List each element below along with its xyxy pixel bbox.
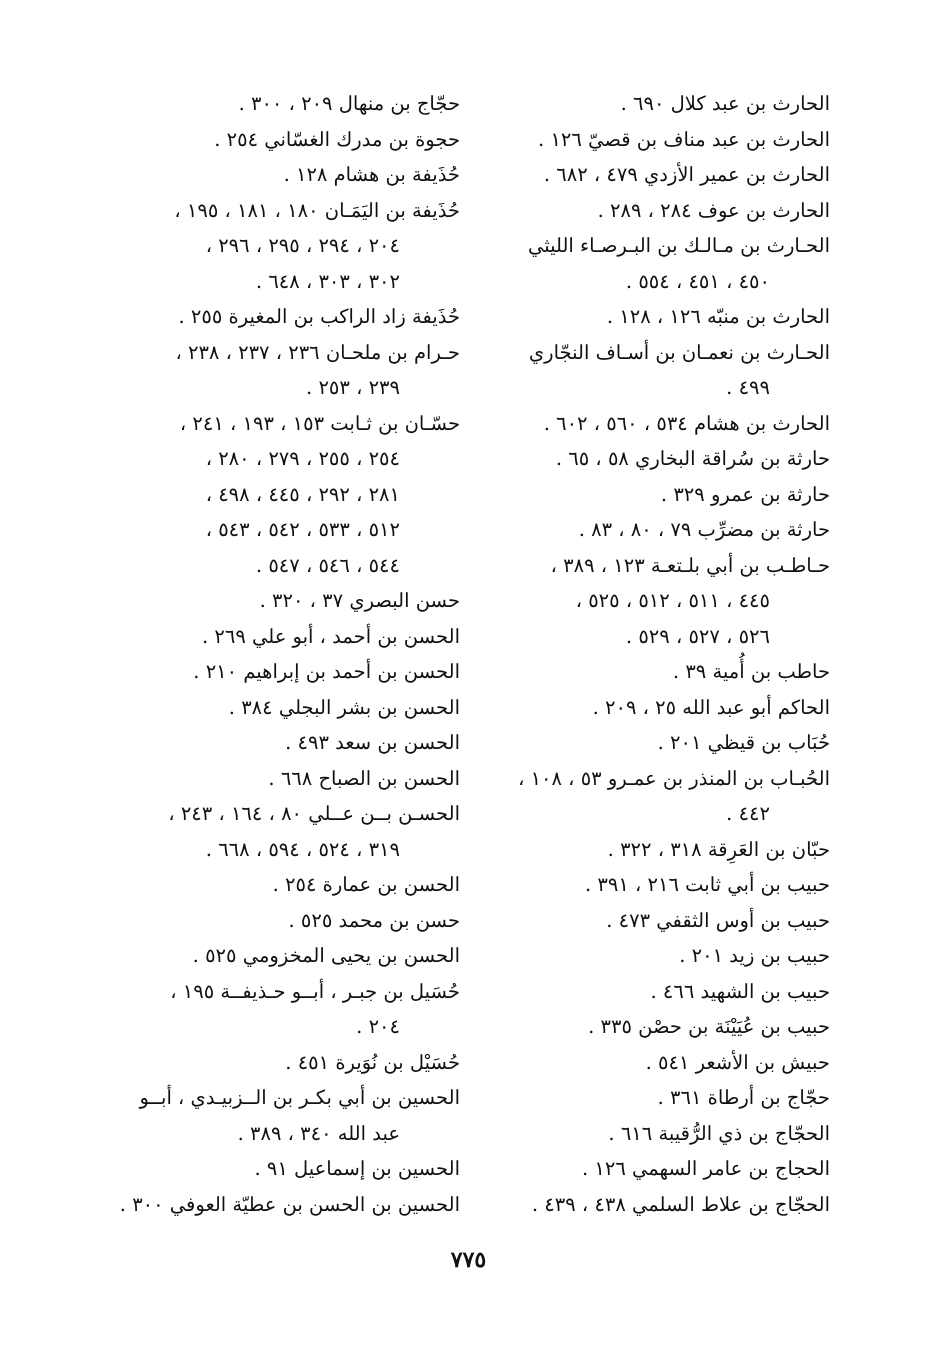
index-entry: الحـارث بن مـالـك بن البـرصـاء الليثي	[527, 234, 830, 257]
index-entry: حبّان بن العَرِقة ٣١٨ ، ٣٢٢ .	[607, 837, 830, 861]
index-entry: الحسين بن أبي بكـر بن الــزبيـدي ، أبــو	[139, 1086, 460, 1109]
index-entry: حبيب بن زيد ٢٠١ .	[679, 944, 830, 967]
index-entry: ٢٥٤ ، ٢٥٥ ، ٢٧٩ ، ٢٨٠ ،	[205, 447, 400, 470]
index-entry: حبيب بن أبي ثابت ٢١٦ ، ٣٩١ .	[584, 873, 830, 896]
index-entry: حسن بن محمد ٥٢٥ .	[288, 908, 460, 932]
index-column-left	[119, 86, 460, 1222]
index-entry: الحسن بن بشر البجلي ٣٨٤ .	[228, 695, 460, 719]
index-entry: ٢٠٤ ، ٢٩٤ ، ٢٩٥ ، ٢٩٦ ،	[205, 234, 400, 257]
index-entry: الحسن بن الصباح ٦٦٨ .	[268, 766, 460, 790]
index-entry: حجوة بن مدرك الغسّاني ٢٥٤ .	[214, 127, 460, 151]
page-number: ٧٧٥	[450, 1247, 487, 1273]
index-entry: الحجّاج بن ذي الرُّقيبة ٦١٦ .	[608, 1121, 830, 1145]
index-entry: ٣١٩ ، ٥٢٤ ، ٥٩٤ ، ٦٦٨ .	[205, 837, 400, 861]
index-entry: الحارث بن هشام ٥٣٤ ، ٥٦٠ ، ٦٠٢ .	[543, 411, 830, 435]
index-entry: حسن البصري ٣٧ ، ٣٢٠ .	[259, 589, 460, 612]
index-entry: حـرام بن ملحـان ٢٣٦ ، ٢٣٧ ، ٢٣٨ ،	[175, 340, 460, 364]
index-entry: الحُبـاب بن المنذر بن عمـرو ٥٣ ، ١٠٨ ،	[518, 766, 830, 790]
index-entry: حُسَيل بن جبـر ، أبــو حـذيفــة ١٩٥ ،	[170, 979, 460, 1003]
index-entry: الحارث بن عبد كلال ٦٩٠ .	[620, 92, 830, 115]
index-entry: حُسَيْل بن نُوَيرة ٤٥١ .	[285, 1050, 460, 1074]
index-entry: حارثة بن مضرِّب ٧٩ ، ٨٠ ، ٨٣ .	[578, 518, 830, 541]
index-entry: الحسن بن يحيى المخزومي ٥٢٥ .	[192, 944, 460, 967]
index-entry: الحارث بن عوف ٢٨٤ ، ٢٨٩ .	[597, 198, 830, 222]
index-column-right	[505, 86, 830, 1222]
index-entry: حبيب بن الشهيد ٤٦٦ .	[650, 979, 830, 1003]
index-entry: ٤٤٥ ، ٥١١ ، ٥١٢ ، ٥٢٥ ،	[575, 589, 770, 612]
index-entry: ٣٠٢ ، ٣٠٣ ، ٦٤٨ .	[255, 269, 400, 293]
index-entry: حاطب بن أُمية ٣٩ .	[672, 660, 830, 683]
index-entry: ٤٤٢ .	[726, 802, 770, 825]
index-entry: الحسن بن أحمد بن إبراهيم ٢١٠ .	[193, 660, 460, 683]
index-entry: ٤٥٠ ، ٤٥١ ، ٥٥٤ .	[625, 269, 770, 293]
index-entry: ٥٢٦ ، ٥٢٧ ، ٥٢٩ .	[625, 624, 770, 648]
index-entry: حسّـان بن ثـابت ١٥٣ ، ١٩٣ ، ٢٤١ ،	[179, 411, 460, 435]
index-entry: ٢٣٩ ، ٢٥٣ .	[306, 376, 400, 399]
index-entry: حُبَاب بن قيظي ٢٠١ .	[657, 731, 830, 754]
index-entry: ٥١٢ ، ٥٣٣ ، ٥٤٢ ، ٥٤٣ ،	[205, 518, 400, 541]
index-entry: حارثة بن عمرو ٣٢٩ .	[660, 482, 830, 506]
index-entry: الحسـن بــن عــلي ٨٠ ، ١٦٤ ، ٢٤٣ ،	[168, 802, 460, 825]
index-entry: الحجاج بن عامر السهمي ١٢٦ .	[581, 1157, 830, 1180]
index-entry: حبيش بن الأشعر ٥٤١ .	[645, 1050, 830, 1074]
index-entry: الحسين بن إسماعيل ٩١ .	[254, 1157, 460, 1180]
index-entry: الحـارث بن نعمـان بن أسـاف النجّاري	[528, 340, 830, 364]
index-entry: الحارث بن عبد مناف بن قصيّ ١٢٦ .	[538, 127, 830, 151]
index-entry: ٢٠٤ .	[356, 1015, 400, 1038]
index-entry: الحجّاج بن علاط السلمي ٤٣٨ ، ٤٣٩ .	[531, 1192, 830, 1216]
index-entry: الحسن بن عمارة ٢٥٤ .	[272, 873, 460, 896]
index-entry: عبد الله ٣٤٠ ، ٣٨٩ .	[237, 1121, 400, 1145]
index-entry: ٥٤٤ ، ٥٤٦ ، ٥٤٧ .	[255, 553, 400, 577]
index-entry: الحسن بن سعد ٤٩٣ .	[285, 731, 460, 754]
index-entry: ٢٨١ ، ٢٩٢ ، ٤٤٥ ، ٤٩٨ ،	[205, 482, 400, 506]
index-entry: حُذَيفة زاد الراكب بن المغيرة ٢٥٥ .	[178, 305, 460, 328]
index-entry: الحارث بن عمير الأزدي ٤٧٩ ، ٦٨٢ .	[543, 163, 830, 186]
index-entry: الحارث بن منبّه ١٢٦ ، ١٢٨ .	[606, 305, 830, 328]
index-entry: حجّاج بن منهال ٢٠٩ ، ٣٠٠ .	[238, 92, 460, 115]
index-entry: حارثة بن سُراقة البخاري ٥٨ ، ٦٥ .	[555, 447, 830, 470]
index-entry: ٤٩٩ .	[726, 376, 770, 399]
index-entry: حُذَيفة بن اليَمَـان ١٨٠ ، ١٨١ ، ١٩٥ ،	[174, 198, 460, 222]
index-entry: الحاكم أبو عبد الله ٢٥ ، ٢٠٩ .	[592, 695, 830, 719]
index-entry: حجّاج بن أرطاة ٣٦١ .	[657, 1086, 830, 1109]
index-entry: حـاطـب بن أبي بلـتعـة ١٢٣ ، ٣٨٩ ،	[550, 553, 830, 577]
index-entry: حبيب بن أوس الثقفي ٤٧٣ .	[606, 908, 830, 932]
index-entry: حُذَيفة بن هشام ١٢٨ .	[283, 163, 460, 186]
index-entry: الحسين بن الحسن بن عطيّة العوفي ٣٠٠ .	[119, 1192, 460, 1216]
index-entry: حبيب بن عُيَيْنَة بن حصْن ٣٣٥ .	[588, 1015, 830, 1038]
index-entry: الحسن بن أحمد ، أبو علي ٢٦٩ .	[201, 624, 460, 648]
